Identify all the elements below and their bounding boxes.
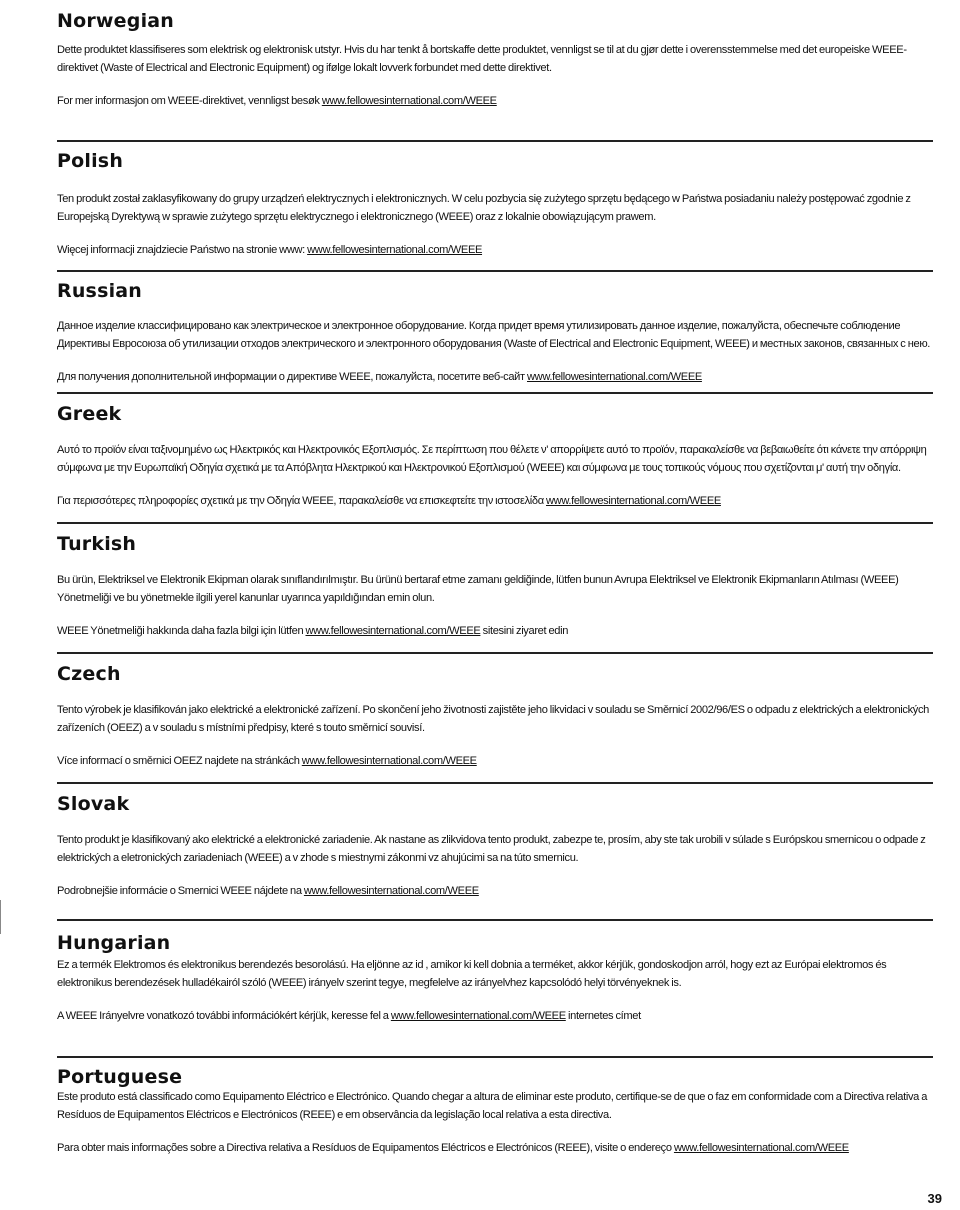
info-text: WEEE Yönetmeliği hakkında daha fazla bilgi için lütfen — [57, 625, 306, 637]
weee-link[interactable]: www.fellowesinternational.com/WEEE — [527, 371, 702, 383]
info-text-after: internetes címet — [565, 1010, 641, 1022]
info-text: For mer informasjon om WEEE-direktivet, vennligst besøk — [57, 95, 322, 107]
section-heading: Russian — [57, 280, 143, 302]
section-norwegian — [57, 10, 933, 111]
section-paragraph: Αυτό το προϊόν είναι ταξινομημένο ως Ηλεκτρικός και Ηλεκτρονικός Εξοπλισμός. Σε περίπτωση που θέλετε ν' απορρίψετε αυτό το προϊόν, παρακαλείσθε να βεβαιωθείτε ότι κάνετε την απόρριψη σύμφωνα με την Ευρωπαϊκή Οδηγία σχετικά με τα Απόβλητα Ηλεκτρικού και Ηλεκτρονικού Εξοπλισμού (WEEE) και σύμφωνα με τους τοπικούς νόμους που σχετίζονται μ' αυτή την οδηγία. — [57, 444, 927, 474]
weee-link[interactable]: www.fellowesinternational.com/WEEE — [390, 1010, 566, 1022]
info-line — [57, 623, 933, 641]
section-heading: Hungarian — [57, 932, 171, 954]
section-heading: Norwegian — [57, 10, 175, 32]
section-heading: Greek — [57, 403, 122, 425]
section-paragraph: Данное изделие классифицировано как электрическое и электронное оборудование. Когда придет время утилизировать данное изделие, пожалуйста, обеспечьте соблюдение Директивы Евросоюза об утилизации отходов электрического и электронного оборудования (Waste of Electrical and Electronic Equipment, WEEE) и местных законов, связанных с нею. — [57, 320, 931, 350]
section-paragraph: Ten produkt został zaklasyfikowany do grupy urządzeń elektrycznych i elektronicznych. W celu pozbycia się zużytego sprzętu będącego w Państwa posiadaniu należy postępować zgodnie z Europejską Dyrektywą w sprawie zużytego sprzętu elektrycznego i elektronicznego (WEEE) oraz z lokalnie obowiązującym prawem. — [57, 193, 911, 223]
section-heading: Portuguese — [57, 1066, 183, 1088]
weee-link[interactable]: www.fellowesinternational.com/WEEE — [321, 95, 497, 107]
info-line — [57, 493, 933, 511]
info-text: Para obter mais informações sobre a Directiva relativa a Resíduos de Equipamentos Eléctricos e Electrónicos (REEE), visite o endereço — [57, 1142, 674, 1154]
info-line — [57, 753, 933, 771]
info-line — [57, 883, 933, 901]
section-divider — [57, 270, 933, 272]
info-text-after: sitesini ziyaret edin — [480, 625, 569, 637]
section-greek — [57, 403, 933, 511]
info-text: Więcej informacji znajdziecie Państwo na stronie www: — [57, 244, 308, 256]
info-line — [57, 93, 933, 111]
section-divider — [57, 392, 933, 394]
section-heading: Turkish — [57, 533, 137, 555]
section-divider — [57, 1056, 933, 1058]
weee-link[interactable]: www.fellowesinternational.com/WEEE — [303, 885, 479, 897]
section-divider — [57, 652, 933, 654]
section-portuguese — [57, 1066, 933, 1158]
weee-link[interactable]: www.fellowesinternational.com/WEEE — [307, 244, 483, 256]
section-heading: Polish — [57, 150, 124, 172]
margin-mark — [0, 900, 1, 934]
section-paragraph: Tento výrobek je klasifikován jako elektrické a elektronické zařízení. Po skončení jeho životnosti zajistěte jeho likvidaci v souladu se Směrnicí 2002/96/ES o odpadu z elektrických a elektronických zařízeních (OEEZ) a v souladu s místními předpisy, které s touto směrnicí souvisí. — [57, 704, 929, 734]
info-line — [57, 1008, 933, 1026]
section-turkish — [57, 533, 933, 641]
section-divider — [57, 782, 933, 784]
section-divider — [57, 522, 933, 524]
weee-link[interactable]: www.fellowesinternational.com/WEEE — [305, 625, 481, 637]
info-line — [57, 242, 933, 260]
section-polish — [57, 150, 933, 260]
info-text: Για περισσότερες πληροφορίες σχετικά με την Οδηγία WEEE, παρακαλείσθε να επισκεφτείτε την ιστοσελίδα — [57, 495, 546, 507]
section-slovak — [57, 793, 933, 901]
weee-link[interactable]: www.fellowesinternational.com/WEEE — [546, 495, 721, 507]
section-paragraph: Este produto está classificado como Equipamento Eléctrico e Electrónico. Quando chegar a altura de eliminar este produto, certifique-se de que o faz em conformidade com a Directiva relativa a Resíduos de Equipamentos Eléctricos e Electrónicos (REEE) e em observância da legislação local relativa a esta directiva. — [57, 1091, 928, 1121]
section-divider — [57, 919, 933, 921]
section-paragraph: Bu ürün, Elektriksel ve Elektronik Ekipman olarak sınıflandırılmıştır. Bu ürünü bertaraf etme zamanı geldiğinde, lütfen bunun Avrupa Elektriksel ve Elektronik Ekipmanların Atılması (WEEE) Yönetmeliği ve bu yönetmekle ilgili yerel kanunlar uyarınca yapıldığından emin olun. — [57, 574, 899, 604]
info-text: Podrobnejšie informácie o Smernici WEEE nájdete na — [57, 885, 304, 897]
page-number: 39 — [927, 1191, 942, 1206]
info-text: Více informací o směrnici OEEZ najdete na stránkách — [57, 755, 302, 767]
weee-link[interactable]: www.fellowesinternational.com/WEEE — [301, 755, 477, 767]
section-paragraph: Dette produktet klassifiseres som elektrisk og elektronisk utstyr. Hvis du har tenkt å bortskaffe dette produktet, vennligst se til at du gjør dette i overensstemmelse med det europeiske WEEE-direktivet (Waste of Electrical and Electronic Equipment) og ifølge lokalt lovverk forbundet med dette direktivet. — [57, 44, 907, 74]
info-line — [57, 1140, 933, 1158]
section-paragraph: Ez a termék Elektromos és elektronikus berendezés besorolású. Ha eljönne az id , amikor ki kell dobnia a terméket, akkor kérjük, gondoskodjon arról, hogy ezt az Európai elektromos és elektronikus berendezések hulladékairól szóló (WEEE) irányelv szerint tegye, megfelelve az irányelvhez kapcsolódó helyi törvényeknek is. — [57, 959, 887, 989]
section-heading: Slovak — [57, 793, 130, 815]
info-text: A WEEE Irányelvre vonatkozó további információkért kérjük, keresse fel a — [57, 1010, 391, 1022]
section-heading: Czech — [57, 663, 121, 685]
section-czech — [57, 663, 933, 771]
section-hungarian — [57, 932, 933, 1026]
info-text: Для получения дополнительной информации о директиве WEEE, пожалуйста, посетите веб-сайт — [57, 371, 527, 383]
weee-link[interactable]: www.fellowesinternational.com/WEEE — [673, 1142, 849, 1154]
section-divider — [57, 140, 933, 142]
section-paragraph: Tento produkt je klasifikovaný ako elektrické a elektronické zariadenie. Ak nastane as zlikvidova tento produkt, zabezpe te, prosím, aby ste tak urobili v súlade s Európskou smernicou o odpade z elektrických a eletronických zariadeniach (WEEE) a v zhode s miestnymi zákonmi vz ahujúcimi sa na túto smernicu. — [57, 834, 926, 864]
info-line — [57, 369, 933, 387]
section-russian — [57, 280, 933, 387]
